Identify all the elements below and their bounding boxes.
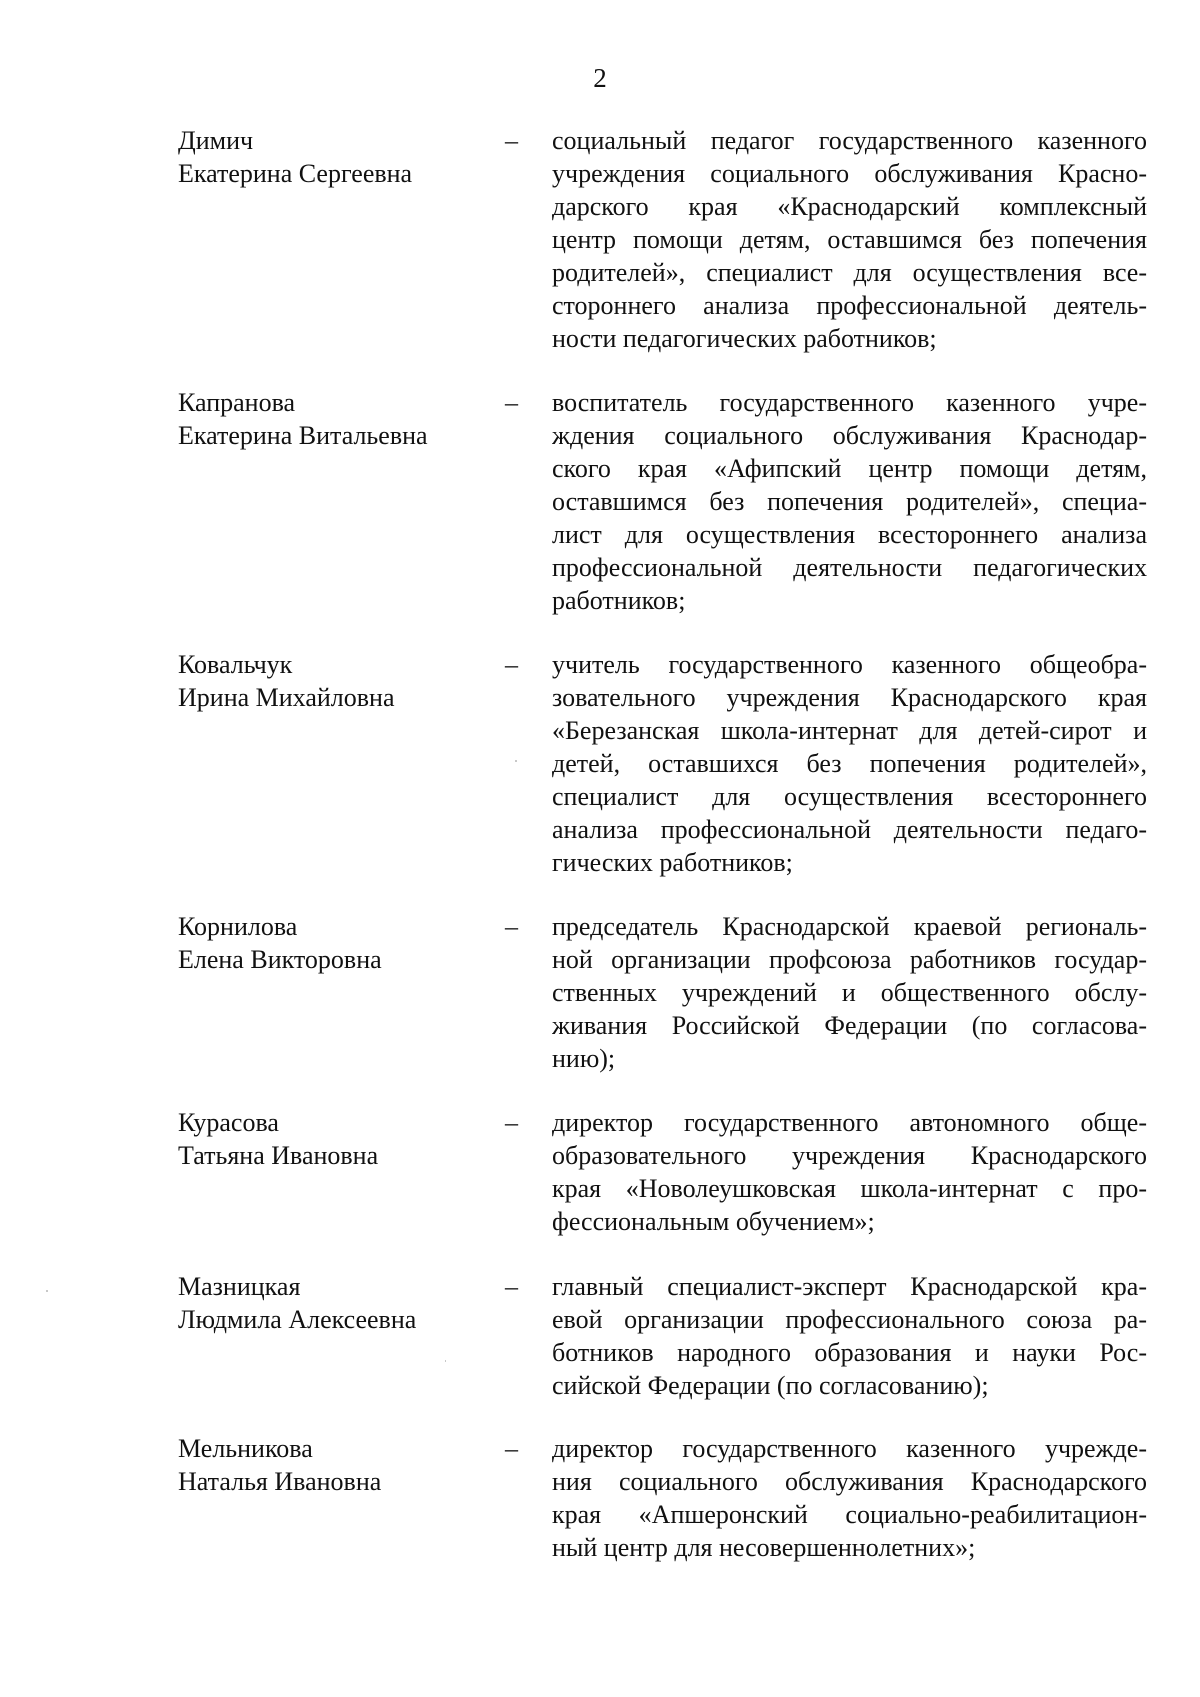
- scan-artifact: [46, 1290, 48, 1292]
- description-line: края «Апшеронский социально-реабилитацион-: [552, 1500, 1147, 1529]
- description-line: дарского края «Краснодарский комплексный: [552, 192, 1147, 221]
- description-line: нию);: [552, 1044, 616, 1073]
- dash-separator: –: [505, 1272, 518, 1301]
- description-line: председатель Краснодарской краевой региональ-: [552, 912, 1147, 941]
- member-given-names: Ирина Михайловна: [178, 683, 395, 712]
- member-description: [552, 1432, 1147, 1564]
- description-line: евой организации профессионального союза ра-: [552, 1305, 1147, 1334]
- description-line: ния социального обслуживания Краснодарского: [552, 1467, 1147, 1496]
- member-given-names: Екатерина Сергеевна: [178, 159, 413, 188]
- description-line: ный центр для несовершеннолетних»;: [552, 1533, 976, 1562]
- member-surname: Димич: [178, 126, 254, 155]
- member-surname: Курасова: [178, 1108, 279, 1137]
- dash-separator: –: [505, 388, 518, 417]
- description-line: сийской Федерации (по согласованию);: [552, 1371, 989, 1400]
- scan-artifact: [445, 1360, 446, 1362]
- description-line: воспитатель государственного казенного учре-: [552, 388, 1147, 417]
- scan-artifact: [515, 760, 517, 762]
- description-line: анализа профессиональной деятельности педаго-: [552, 815, 1147, 844]
- member-name: [178, 124, 478, 190]
- description-line: лист для осуществления всестороннего анализа: [552, 520, 1147, 549]
- member-given-names: Елена Викторовна: [178, 945, 382, 974]
- member-given-names: Людмила Алексеевна: [178, 1305, 417, 1334]
- description-line: ности педагогических работников;: [552, 324, 937, 353]
- description-line: зовательного учреждения Краснодарского края: [552, 683, 1147, 712]
- member-given-names: Екатерина Витальевна: [178, 421, 428, 450]
- member-surname: Капранова: [178, 388, 296, 417]
- description-line: профессиональной деятельности педагогических: [552, 553, 1147, 582]
- description-line: стороннего анализа профессиональной деятель-: [552, 291, 1147, 320]
- description-line: ственных учреждений и общественного обслу-: [552, 978, 1147, 1007]
- member-name: [178, 386, 478, 452]
- member-description: [552, 1106, 1147, 1238]
- description-line: специалист для осуществления всестороннего: [552, 782, 1147, 811]
- page-number: 2: [593, 63, 607, 93]
- member-description: [552, 124, 1147, 355]
- member-surname: Корнилова: [178, 912, 298, 941]
- member-description: [552, 910, 1147, 1075]
- description-line: ботников народного образования и науки Рос-: [552, 1338, 1147, 1367]
- member-name: [178, 1106, 478, 1172]
- description-line: живания Российской Федерации (по согласова-: [552, 1011, 1147, 1040]
- dash-separator: –: [505, 1434, 518, 1463]
- dash-separator: –: [505, 650, 518, 679]
- description-line: директор государственного автономного обще-: [552, 1108, 1147, 1137]
- member-given-names: Наталья Ивановна: [178, 1467, 382, 1496]
- description-line: оставшимся без попечения родителей», специа-: [552, 487, 1147, 516]
- member-name: [178, 648, 478, 714]
- description-line: гических работников;: [552, 848, 793, 877]
- member-name: [178, 910, 478, 976]
- dash-separator: –: [505, 126, 518, 155]
- dash-separator: –: [505, 912, 518, 941]
- description-line: учреждения социального обслуживания Красно-: [552, 159, 1147, 188]
- description-line: образовательного учреждения Краснодарского: [552, 1141, 1147, 1170]
- member-surname: Мазницкая: [178, 1272, 301, 1301]
- description-line: детей, оставшихся без попечения родителей»,: [552, 749, 1147, 778]
- description-line: учитель государственного казенного общеобра-: [552, 650, 1147, 679]
- description-line: центр помощи детям, оставшимся без попечения: [552, 225, 1147, 254]
- description-line: ной организации профсоюза работников государ-: [552, 945, 1147, 974]
- description-line: социальный педагог государственного казенного: [552, 126, 1147, 155]
- description-line: края «Новолеушковская школа-интернат с про-: [552, 1174, 1147, 1203]
- member-name: [178, 1270, 478, 1336]
- description-line: родителей», специалист для осуществления все-: [552, 258, 1147, 287]
- member-name: [178, 1432, 478, 1498]
- description-line: директор государственного казенного учрежде-: [552, 1434, 1147, 1463]
- dash-separator: –: [505, 1108, 518, 1137]
- description-line: работников;: [552, 586, 686, 615]
- description-line: ского края «Афипский центр помощи детям,: [552, 454, 1147, 483]
- member-surname: Мельникова: [178, 1434, 313, 1463]
- description-line: главный специалист-эксперт Краснодарской кра-: [552, 1272, 1147, 1301]
- description-line: «Березанская школа-интернат для детей-сирот и: [552, 716, 1147, 745]
- member-given-names: Татьяна Ивановна: [178, 1141, 379, 1170]
- member-description: [552, 1270, 1147, 1402]
- description-line: фессиональным обучением»;: [552, 1207, 875, 1236]
- member-description: [552, 648, 1147, 879]
- description-line: ждения социального обслуживания Краснодар-: [552, 421, 1147, 450]
- member-surname: Ковальчук: [178, 650, 293, 679]
- member-description: [552, 386, 1147, 617]
